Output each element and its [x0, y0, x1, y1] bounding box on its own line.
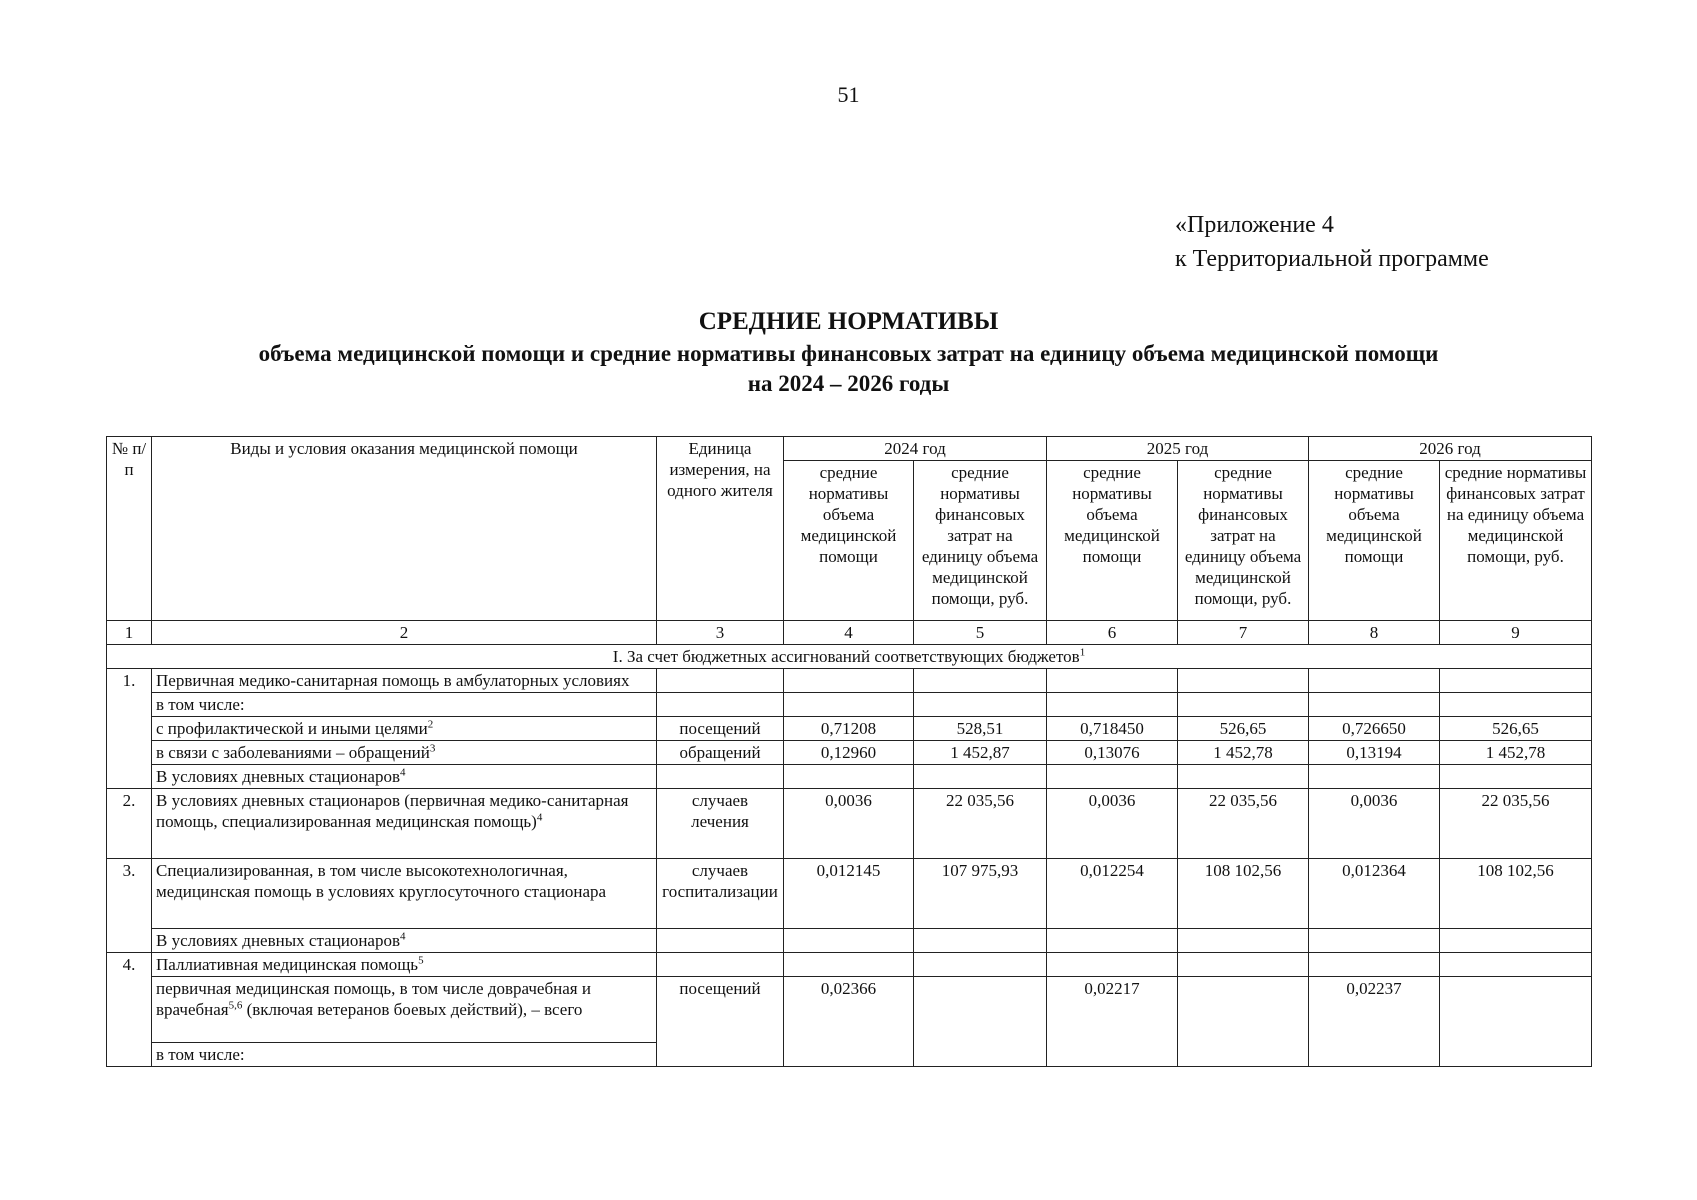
row-unit: случаев лечения	[657, 789, 784, 859]
footnote-mark: 4	[400, 766, 406, 779]
row-name: в связи с заболеваниями – обращений$^3$	[152, 741, 657, 765]
value-cell: 0,012145	[784, 859, 914, 929]
header-types: Виды и условия оказания медицинской помощи	[152, 437, 657, 621]
row-name: с профилактической и иными целями$^2$	[152, 717, 657, 741]
value-cell: 107 975,93	[914, 859, 1047, 929]
value-cell: 1 452,78	[1178, 741, 1309, 765]
value-cell: 0,71208	[784, 717, 914, 741]
header-row-1	[107, 437, 1592, 461]
value-cell: 0,0036	[784, 789, 914, 859]
title-sub-1: объема медицинской помощи и средние нормативы финансовых затрат на единицу объема медицинской помощи	[258, 341, 1439, 366]
footnote-mark: 4	[536, 811, 543, 824]
row-name: в том числе:	[152, 693, 657, 717]
col-number: 5	[914, 621, 1047, 645]
header-vol-2026: средние нормативы объема медицинской помощи	[1309, 461, 1440, 621]
value-cell: 22 035,56	[914, 789, 1047, 859]
value-cell: 0,726650	[1309, 717, 1440, 741]
row-name: В условиях дневных стационаров (первичная медико-санитарная помощь, специализированная медицинская помощь)$^4$	[152, 789, 657, 859]
row-name: В условиях дневных стационаров$^4$	[152, 929, 657, 953]
header-fin-2025: средние нормативы финансовых затрат на единицу объема медицинской помощи, руб.	[1178, 461, 1309, 621]
header-fin-2024: средние нормативы финансовых затрат на единицу объема медицинской помощи, руб.	[914, 461, 1047, 621]
row-unit: посещений	[657, 717, 784, 741]
norms-table	[106, 436, 1592, 1067]
footnote-mark: 4	[400, 930, 406, 943]
row-unit: обращений	[657, 741, 784, 765]
table-row	[107, 929, 1592, 953]
header-year-2024: 2024 год	[784, 437, 1047, 461]
header-vol-2025: средние нормативы объема медицинской помощи	[1047, 461, 1178, 621]
value-cell: 22 035,56	[1440, 789, 1592, 859]
value-cell: 22 035,56	[1178, 789, 1309, 859]
value-cell: 0,13194	[1309, 741, 1440, 765]
value-cell: 0,0036	[1309, 789, 1440, 859]
value-cell: 1 452,78	[1440, 741, 1592, 765]
value-cell: 0,012254	[1047, 859, 1178, 929]
section-title-text: I. За счет бюджетных ассигнований соответствующих бюджетов	[612, 647, 1080, 666]
value-cell: 526,65	[1440, 717, 1592, 741]
col-number: 2	[152, 621, 657, 645]
col-number: 1	[107, 621, 152, 645]
table-row	[107, 693, 1592, 717]
page-number: 51	[837, 82, 860, 107]
col-number: 6	[1047, 621, 1178, 645]
value-cell: 0,13076	[1047, 741, 1178, 765]
table-row	[107, 669, 1592, 693]
row-name: Специализированная, в том числе высокотехнологичная, медицинская помощь в условиях круглосуточного стационара	[152, 859, 657, 929]
title-main: СРЕДНИЕ НОРМАТИВЫ	[698, 308, 999, 335]
header-unit: Единица измерения, на одного жителя	[657, 437, 784, 621]
col-number: 3	[657, 621, 784, 645]
table-row	[107, 859, 1592, 929]
value-cell: 526,65	[1178, 717, 1309, 741]
table-row	[107, 953, 1592, 977]
value-cell	[914, 977, 1047, 1067]
value-cell: 0,012364	[1309, 859, 1440, 929]
row-number: 2.	[107, 789, 152, 859]
row-unit: случаев госпитализации	[657, 859, 784, 929]
row-unit: посещений	[657, 977, 784, 1067]
section-title	[107, 645, 1592, 669]
header-year-2026: 2026 год	[1309, 437, 1592, 461]
row-number: 4.	[107, 953, 152, 1067]
footnote-mark: 2	[427, 718, 434, 731]
row-name: Первичная медико-санитарная помощь в амбулаторных условиях	[152, 669, 657, 693]
value-cell: 0,02366	[784, 977, 914, 1067]
title-sub-2: на 2024 – 2026 годы	[747, 371, 950, 396]
value-cell: 1 452,87	[914, 741, 1047, 765]
footnote-mark: 1	[1079, 646, 1086, 659]
row-name: в том числе:	[152, 1043, 657, 1067]
annex-line-2: к Территориальной программе	[1175, 246, 1489, 272]
value-cell: 0,02217	[1047, 977, 1178, 1067]
table-row	[107, 789, 1592, 859]
table-row	[107, 741, 1592, 765]
header-num: № п/п	[107, 437, 152, 621]
value-cell: 0,02237	[1309, 977, 1440, 1067]
document-title	[0, 305, 1697, 399]
value-cell: 0,718450	[1047, 717, 1178, 741]
footnote-mark: 5	[418, 954, 424, 967]
value-cell: 528,51	[914, 717, 1047, 741]
value-cell	[1178, 977, 1309, 1067]
annex-reference	[1175, 208, 1489, 276]
value-cell	[1440, 977, 1592, 1067]
header-vol-2024: средние нормативы объема медицинской помощи	[784, 461, 914, 621]
table-row	[107, 717, 1592, 741]
row-name: В условиях дневных стационаров$^4$	[152, 765, 657, 789]
annex-line-1: «Приложение 4	[1175, 212, 1334, 238]
footnote-mark: 5,6	[228, 999, 243, 1012]
header-year-2025: 2025 год	[1047, 437, 1309, 461]
col-number: 4	[784, 621, 914, 645]
row-name: первичная медицинская помощь, в том числе доврачебная и врачебная$^{5,6}$ (включая ветеранов боевых действий), – всего	[152, 977, 657, 1043]
row-name: Паллиативная медицинская помощь$^5$	[152, 953, 657, 977]
row-number: 3.	[107, 859, 152, 953]
value-cell: 0,12960	[784, 741, 914, 765]
header-fin-2026: средние нормативы финансовых затрат на единицу объема медицинской помощи, руб.	[1440, 461, 1592, 621]
table-row	[107, 977, 1592, 1043]
value-cell: 108 102,56	[1178, 859, 1309, 929]
value-cell: 108 102,56	[1440, 859, 1592, 929]
col-number: 7	[1178, 621, 1309, 645]
column-number-row	[107, 621, 1592, 645]
row-number: 1.	[107, 669, 152, 789]
col-number: 9	[1440, 621, 1592, 645]
table-row	[107, 765, 1592, 789]
value-cell: 0,0036	[1047, 789, 1178, 859]
footnote-mark: 3	[429, 742, 436, 755]
col-number: 8	[1309, 621, 1440, 645]
section-row	[107, 645, 1592, 669]
